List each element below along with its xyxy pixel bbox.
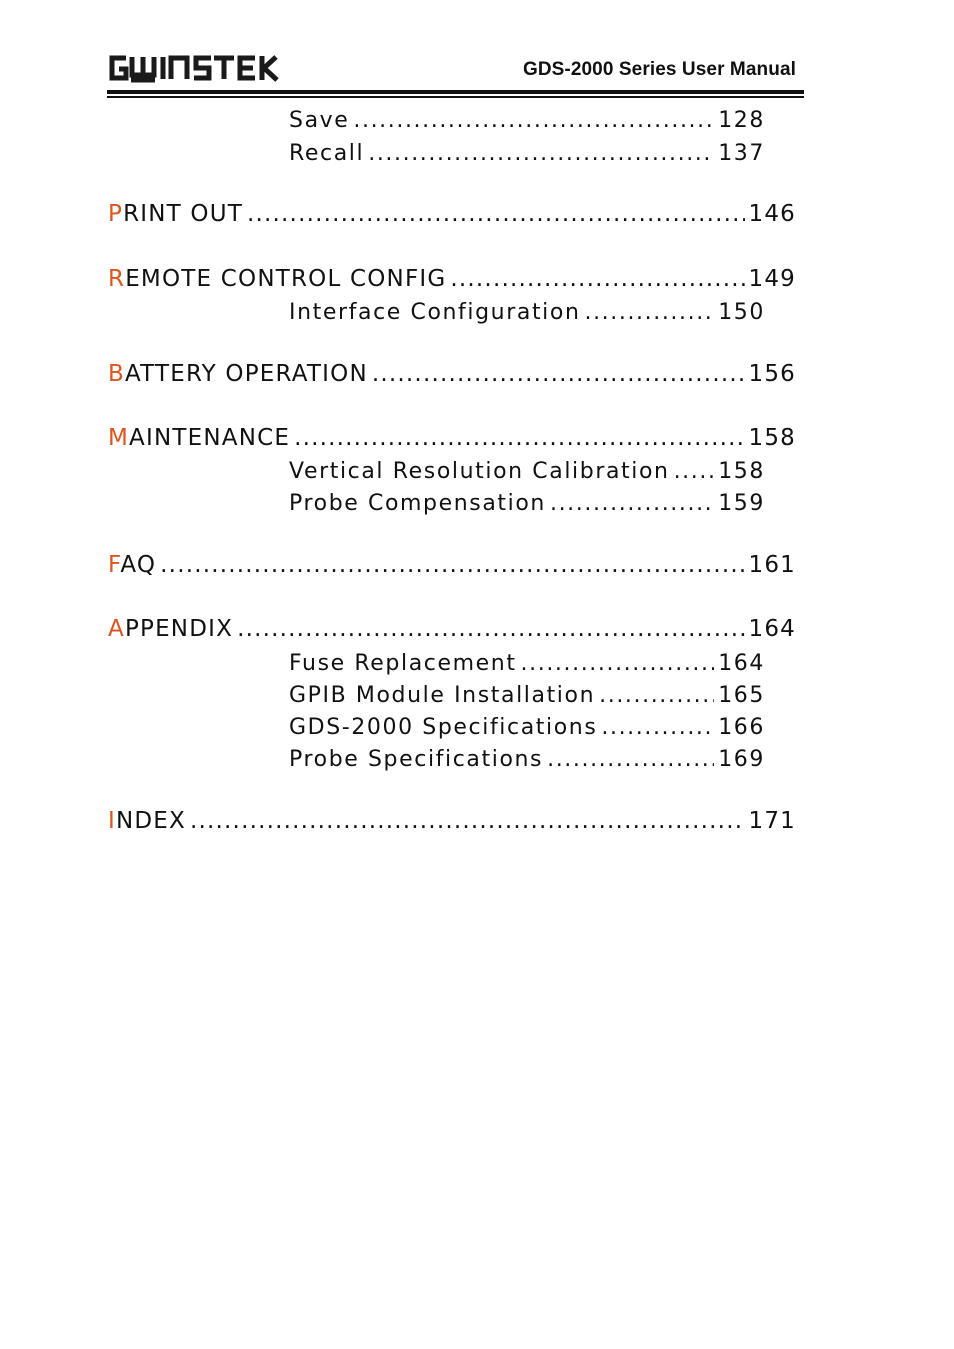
dot-leader [601, 715, 714, 740]
dot-leader [237, 616, 744, 642]
toc-chapter-faq[interactable] [108, 552, 796, 578]
toc-page-number: 158 [718, 459, 765, 484]
toc-chapter-battery-operation[interactable] [108, 361, 796, 387]
toc-page-number: 171 [748, 808, 796, 834]
chapter-title-rest: AQ [120, 552, 157, 578]
toc-entry-probe-specifications[interactable] [289, 747, 765, 772]
toc-page-number: 164 [748, 616, 796, 642]
page-header [107, 52, 804, 98]
manual-title: GDS-2000 Series User Manual [522, 59, 796, 80]
dot-leader [599, 683, 714, 708]
toc-page-number: 128 [718, 108, 765, 133]
dot-leader [550, 491, 714, 516]
toc-entry-label: Fuse Replacement [289, 651, 517, 676]
toc-page-number: 149 [748, 266, 796, 292]
dot-leader [368, 141, 714, 166]
toc-chapter-label [108, 552, 160, 578]
chapter-initial: I [108, 808, 116, 834]
chapter-initial: A [108, 616, 125, 642]
toc-chapter-appendix[interactable] [108, 616, 796, 642]
toc-page-number: 159 [718, 491, 765, 516]
toc-entry-label: GDS-2000 Specifications [289, 715, 598, 740]
toc-entry-gds-2000-specifications[interactable] [289, 715, 765, 740]
chapter-initial: M [108, 425, 130, 451]
toc-chapter-label [108, 201, 247, 227]
toc-page-number: 165 [718, 683, 765, 708]
dot-leader [372, 361, 745, 387]
dot-leader [294, 425, 744, 451]
toc-page-number: 166 [718, 715, 765, 740]
toc-entry-label: Save [289, 108, 350, 133]
toc-page-number: 164 [718, 651, 765, 676]
toc-page-number: 169 [718, 747, 765, 772]
chapter-title-rest: NDEX [115, 808, 186, 834]
toc-chapter-label [108, 266, 450, 292]
dot-leader [674, 459, 715, 484]
toc-page-number: 158 [748, 425, 796, 451]
gw-instek-logo [107, 53, 279, 85]
toc-entry-label: Interface Configuration [289, 300, 581, 325]
toc-entry-label: Probe Specifications [289, 747, 544, 772]
toc-chapter-print-out[interactable] [108, 201, 796, 227]
toc-entry-vertical-resolution-calibration[interactable] [289, 459, 765, 484]
chapter-initial: P [108, 201, 124, 227]
toc-page-number: 146 [748, 201, 796, 227]
dot-leader [160, 552, 744, 578]
chapter-title-rest: AINTENANCE [129, 425, 291, 451]
toc-entry-interface-configuration[interactable] [289, 300, 765, 325]
dot-leader [190, 808, 745, 834]
toc-chapter-label [108, 361, 372, 387]
toc-entry-gpib-module-installation[interactable] [289, 683, 765, 708]
chapter-title-rest: ATTERY OPERATION [124, 361, 368, 387]
toc-entry-label: GPIB Module Installation [289, 683, 596, 708]
chapter-title-rest: EMOTE CONTROL CONFIG [125, 266, 447, 292]
chapter-initial: B [108, 361, 125, 387]
toc-chapter-label [108, 808, 190, 834]
dot-leader [450, 266, 744, 292]
toc-entry-probe-compensation[interactable] [289, 491, 765, 516]
toc-entry-fuse-replacement[interactable] [289, 651, 765, 676]
toc-entry-label: Vertical Resolution Calibration [289, 459, 670, 484]
dot-leader [247, 201, 745, 227]
toc-chapter-label [108, 425, 294, 451]
toc-entry-save[interactable] [289, 108, 765, 133]
toc-page-number: 150 [718, 300, 765, 325]
toc-page-number: 161 [748, 552, 796, 578]
toc-page-number: 156 [748, 361, 796, 387]
chapter-initial: F [108, 552, 121, 578]
dot-leader [353, 108, 714, 133]
header-rule-thin [107, 96, 804, 98]
toc-chapter-label [108, 616, 237, 642]
header-rule-thick [107, 90, 804, 94]
toc-chapter-index[interactable] [108, 808, 796, 834]
chapter-initial: R [108, 266, 126, 292]
toc-chapter-maintenance[interactable] [108, 425, 796, 451]
toc-entry-recall[interactable] [289, 141, 765, 166]
dot-leader [521, 651, 715, 676]
toc-page-number: 137 [718, 141, 765, 166]
toc-entry-label: Probe Compensation [289, 491, 546, 516]
chapter-title-rest: RINT OUT [123, 201, 243, 227]
toc-chapter-remote-control-config[interactable] [108, 266, 796, 292]
toc-entry-label: Recall [289, 141, 365, 166]
chapter-title-rest: PPENDIX [124, 616, 234, 642]
dot-leader [547, 747, 714, 772]
dot-leader [585, 300, 715, 325]
